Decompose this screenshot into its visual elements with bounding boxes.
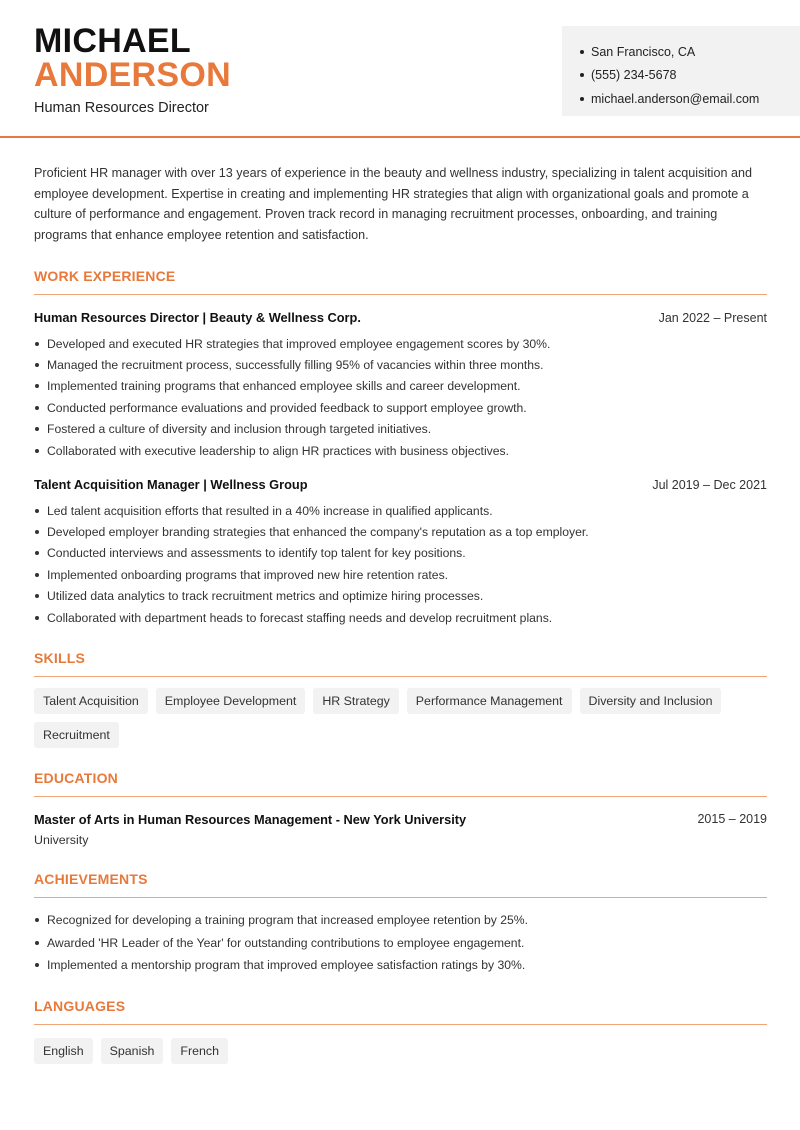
achievement-text: Implemented a mentorship program that improved employee satisfaction ratings by 30%. bbox=[47, 958, 526, 973]
bullet-icon bbox=[35, 530, 39, 534]
work-entry-header bbox=[34, 477, 767, 492]
last-name: ANDERSON bbox=[34, 56, 231, 94]
bullet-icon bbox=[35, 551, 39, 555]
role-bullets bbox=[34, 500, 767, 628]
list-item bbox=[34, 500, 767, 521]
skill-chip: Diversity and Inclusion bbox=[580, 688, 722, 714]
bullet-text: Utilized data analytics to track recruitment metrics and optimize hiring processes. bbox=[47, 589, 484, 604]
location-text: San Francisco, CA bbox=[591, 44, 696, 59]
role-dates: Jul 2019 – Dec 2021 bbox=[652, 478, 767, 492]
job-title: Human Resources Director bbox=[34, 100, 209, 116]
bullet-icon bbox=[35, 363, 39, 367]
bullet-icon bbox=[35, 616, 39, 620]
contact-phone bbox=[562, 64, 800, 88]
bullet-icon bbox=[35, 406, 39, 410]
bullet-icon bbox=[35, 573, 39, 577]
list-item bbox=[34, 419, 767, 440]
contact-location bbox=[562, 40, 800, 64]
list-item bbox=[34, 397, 767, 418]
section-divider bbox=[34, 897, 767, 898]
bullet-text: Conducted performance evaluations and provided feedback to support employee growth. bbox=[47, 400, 527, 415]
section-title-skills: SKILLS bbox=[34, 650, 85, 666]
role-title: Talent Acquisition Manager | Wellness Group bbox=[34, 477, 308, 492]
bullet-icon bbox=[580, 50, 584, 54]
section-title-languages: LANGUAGES bbox=[34, 998, 126, 1014]
role-bullets bbox=[34, 333, 767, 461]
language-chip: Spanish bbox=[101, 1038, 164, 1064]
first-name: MICHAEL bbox=[34, 22, 191, 60]
bullet-text: Implemented onboarding programs that improved new hire retention rates. bbox=[47, 567, 449, 582]
education-dates: 2015 – 2019 bbox=[697, 812, 767, 826]
bullet-text: Collaborated with executive leadership to align HR practices with business objectives. bbox=[47, 443, 510, 458]
list-item bbox=[34, 521, 767, 542]
section-title-work: WORK EXPERIENCE bbox=[34, 268, 176, 284]
bullet-text: Managed the recruitment process, successfully filling 95% of vacancies within three months. bbox=[47, 358, 544, 373]
achievements-list bbox=[34, 909, 767, 977]
list-item bbox=[34, 333, 767, 354]
work-entry bbox=[34, 477, 767, 628]
skill-chip: Performance Management bbox=[407, 688, 572, 714]
email-link[interactable]: michael.anderson@email.com bbox=[591, 91, 760, 106]
list-item bbox=[34, 440, 767, 461]
role-title: Human Resources Director | Beauty & Wellness Corp. bbox=[34, 310, 361, 325]
bullet-text: Led talent acquisition efforts that resulted in a 40% increase in qualified applicants. bbox=[47, 503, 493, 518]
skill-chip: Employee Development bbox=[156, 688, 306, 714]
bullet-text: Developed and executed HR strategies that improved employee engagement scores by 30%. bbox=[47, 336, 551, 351]
list-item bbox=[34, 354, 767, 375]
role-dates: Jan 2022 – Present bbox=[658, 311, 767, 325]
language-chip: English bbox=[34, 1038, 93, 1064]
education-header bbox=[34, 812, 767, 827]
bullet-text: Developed employer branding strategies that enhanced the company's reputation as a top employer. bbox=[47, 525, 589, 540]
degree-title: Master of Arts in Human Resources Management - New York University bbox=[34, 812, 467, 827]
languages-list bbox=[34, 1038, 774, 1064]
section-divider bbox=[34, 294, 767, 295]
phone-text: (555) 234-5678 bbox=[591, 68, 677, 83]
contact-box bbox=[562, 26, 800, 116]
list-item bbox=[34, 932, 767, 955]
skill-chip: Recruitment bbox=[34, 722, 119, 748]
bullet-icon bbox=[35, 509, 39, 513]
bullet-text: Conducted interviews and assessments to identify top talent for key positions. bbox=[47, 546, 466, 561]
bullet-icon bbox=[35, 918, 39, 922]
bullet-icon bbox=[35, 941, 39, 945]
list-item bbox=[34, 909, 767, 932]
bullet-icon bbox=[35, 594, 39, 598]
bullet-icon bbox=[35, 963, 39, 967]
bullet-text: Fostered a culture of diversity and inclusion through targeted initiatives. bbox=[47, 422, 432, 437]
skills-list bbox=[34, 688, 774, 748]
achievement-text: Awarded 'HR Leader of the Year' for outstanding contributions to employee engagement. bbox=[47, 935, 525, 950]
bullet-text: Collaborated with department heads to forecast staffing needs and develop recruitment plans. bbox=[47, 610, 553, 625]
list-item bbox=[34, 376, 767, 397]
professional-summary: Proficient HR manager with over 13 years of experience in the beauty and wellness industry, specializing in talent acquisition and employee development. Expertise in creating and implementing HR strategies that align with organizational goals and promote a culture of performance and engagement. Proven track record in managing recruitment processes, onboarding, and training programs that enhance employee retention and satisfaction. bbox=[34, 166, 753, 242]
section-divider bbox=[34, 1024, 767, 1025]
list-item bbox=[34, 564, 767, 585]
institution-type: University bbox=[34, 833, 89, 847]
skill-chip: HR Strategy bbox=[313, 688, 398, 714]
list-item bbox=[34, 543, 767, 564]
bullet-text: Implemented training programs that enhanced employee skills and career development. bbox=[47, 379, 521, 394]
list-item bbox=[34, 954, 767, 977]
skill-chip: Talent Acquisition bbox=[34, 688, 148, 714]
contact-email[interactable] bbox=[562, 87, 800, 111]
bullet-icon bbox=[580, 73, 584, 77]
bullet-icon bbox=[35, 384, 39, 388]
section-title-achievements: ACHIEVEMENTS bbox=[34, 871, 148, 887]
resume-header bbox=[0, 0, 800, 138]
section-title-education: EDUCATION bbox=[34, 770, 118, 786]
language-chip: French bbox=[171, 1038, 228, 1064]
work-entry-header bbox=[34, 310, 767, 325]
bullet-icon bbox=[580, 97, 584, 101]
list-item bbox=[34, 607, 767, 628]
list-item bbox=[34, 586, 767, 607]
education-entry bbox=[34, 812, 767, 847]
bullet-icon bbox=[35, 427, 39, 431]
achievement-text: Recognized for developing a training program that increased employee retention by 25%. bbox=[47, 913, 529, 928]
section-divider bbox=[34, 676, 767, 677]
section-divider bbox=[34, 796, 767, 797]
bullet-icon bbox=[35, 449, 39, 453]
bullet-icon bbox=[35, 342, 39, 346]
work-entry bbox=[34, 310, 767, 461]
